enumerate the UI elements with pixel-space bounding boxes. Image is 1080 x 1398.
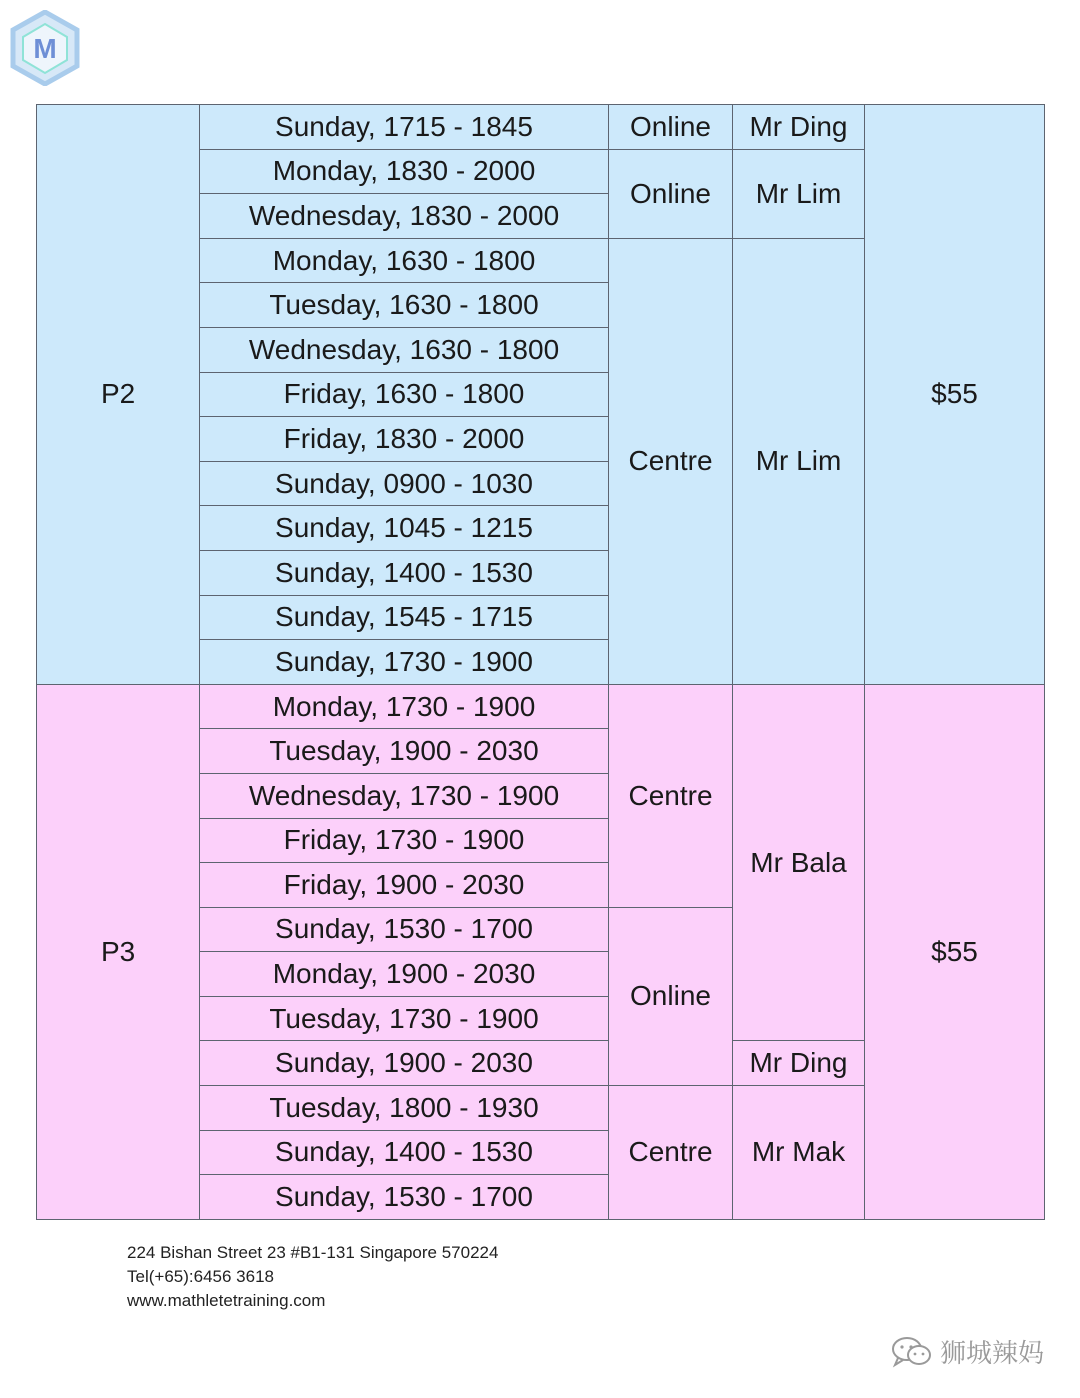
timeslot-cell: Wednesday, 1730 - 1900 (200, 773, 609, 818)
timeslot-cell: Wednesday, 1630 - 1800 (200, 327, 609, 372)
address-text: 224 Bishan Street 23 #B1-131 Singapore 570224 (127, 1243, 499, 1262)
timeslot-cell: Friday, 1830 - 2000 (200, 417, 609, 462)
watermark (890, 1333, 1044, 1370)
class-schedule-table (36, 104, 1045, 1220)
timeslot-cell: Sunday, 1900 - 2030 (200, 1041, 609, 1086)
timeslot-cell: Friday, 1730 - 1900 (200, 818, 609, 863)
mode-cell: Online (609, 105, 733, 150)
timeslot-cell: Tuesday, 1900 - 2030 (200, 729, 609, 774)
timeslot-cell: Sunday, 1045 - 1215 (200, 506, 609, 551)
level-cell: P2 (37, 105, 200, 685)
table-row (37, 105, 1045, 150)
wechat-icon (890, 1335, 934, 1369)
timeslot-cell: Tuesday, 1730 - 1900 (200, 996, 609, 1041)
footer (127, 1241, 498, 1313)
timeslot-cell: Sunday, 1730 - 1900 (200, 640, 609, 685)
fee-cell: $55 (865, 684, 1045, 1219)
teacher-cell: Mr Ding (733, 105, 865, 150)
logo-hexagon-icon (10, 10, 80, 86)
timeslot-cell: Sunday, 1400 - 1530 (200, 550, 609, 595)
fee-cell: $55 (865, 105, 1045, 685)
level-cell: P3 (37, 684, 200, 1219)
timeslot-cell: Sunday, 1530 - 1700 (200, 907, 609, 952)
logo-letter: M (33, 33, 57, 64)
timeslot-cell: Sunday, 0900 - 1030 (200, 461, 609, 506)
timeslot-cell: Sunday, 1530 - 1700 (200, 1175, 609, 1220)
timeslot-cell: Tuesday, 1800 - 1930 (200, 1086, 609, 1131)
mode-cell: Centre (609, 238, 733, 684)
mode-cell: Centre (609, 1086, 733, 1220)
teacher-cell: Mr Lim (733, 238, 865, 684)
timeslot-cell: Monday, 1900 - 2030 (200, 952, 609, 997)
website-link[interactable]: www.mathletetraining.com (127, 1291, 326, 1310)
logo (10, 10, 80, 86)
table-row (37, 684, 1045, 729)
mode-cell: Centre (609, 684, 733, 907)
timeslot-cell: Monday, 1730 - 1900 (200, 684, 609, 729)
timeslot-cell: Tuesday, 1630 - 1800 (200, 283, 609, 328)
teacher-cell: Mr Mak (733, 1086, 865, 1220)
teacher-cell: Mr Lim (733, 149, 865, 238)
timeslot-cell: Monday, 1630 - 1800 (200, 238, 609, 283)
mode-cell: Online (609, 907, 733, 1085)
telephone-text: Tel(+65):6456 3618 (127, 1267, 274, 1286)
timeslot-cell: Wednesday, 1830 - 2000 (200, 194, 609, 239)
timeslot-cell: Sunday, 1545 - 1715 (200, 595, 609, 640)
timeslot-cell: Sunday, 1715 - 1845 (200, 105, 609, 150)
mode-cell: Online (609, 149, 733, 238)
watermark-text: 狮城辣妈 (939, 1338, 1044, 1368)
timeslot-cell: Friday, 1900 - 2030 (200, 863, 609, 908)
teacher-cell: Mr Ding (733, 1041, 865, 1086)
timeslot-cell: Sunday, 1400 - 1530 (200, 1130, 609, 1175)
timeslot-cell: Monday, 1830 - 2000 (200, 149, 609, 194)
timeslot-cell: Friday, 1630 - 1800 (200, 372, 609, 417)
teacher-cell: Mr Bala (733, 684, 865, 1041)
